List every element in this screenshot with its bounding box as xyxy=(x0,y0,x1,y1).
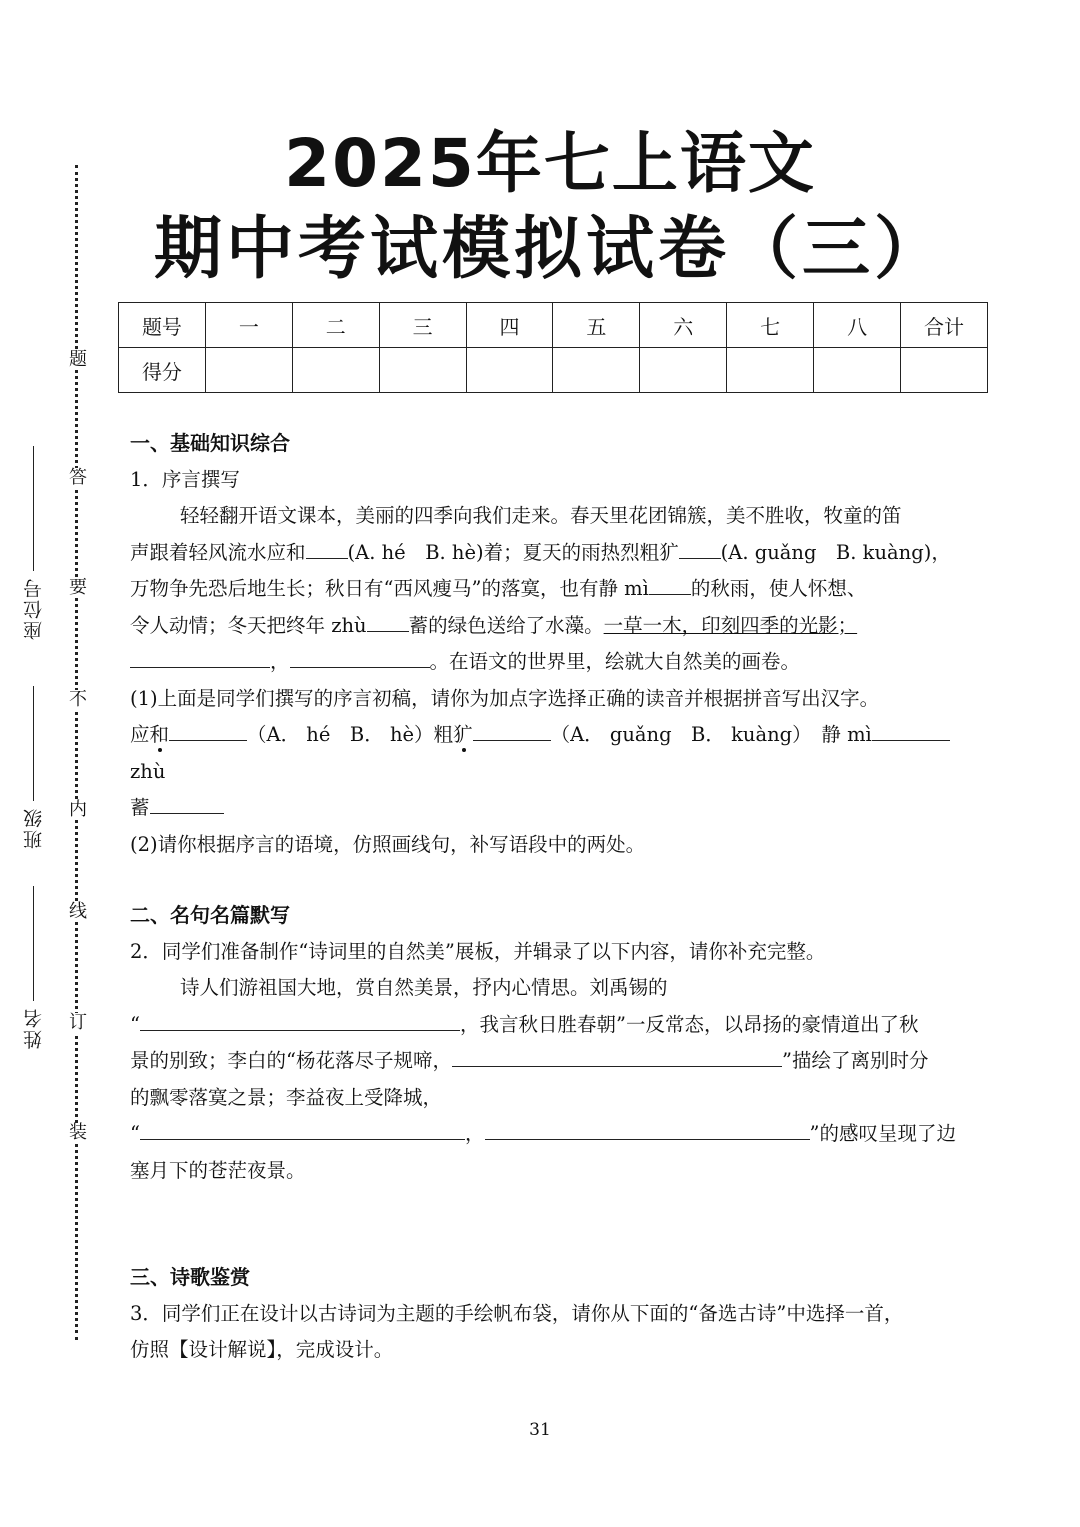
text: 景的别致；李白的“杨花落尽子规啼， xyxy=(130,1049,452,1072)
binding-char: 线 xyxy=(69,901,87,922)
score-cell[interactable] xyxy=(292,348,379,393)
exam-content xyxy=(130,425,980,1369)
q2-line-3 xyxy=(130,1043,980,1080)
table-cell: 五 xyxy=(553,303,640,348)
answer-blank[interactable] xyxy=(169,718,247,741)
answer-blank[interactable] xyxy=(140,1117,465,1140)
score-table-header-row xyxy=(119,303,988,348)
text: 应 xyxy=(130,723,150,746)
score-cell[interactable] xyxy=(814,348,901,393)
text: (A. hé B. hè)着；夏天的雨热烈粗犷 xyxy=(347,540,679,564)
text: “ xyxy=(130,1122,140,1145)
answer-blank[interactable] xyxy=(140,1008,460,1031)
text: ， xyxy=(464,1122,485,1145)
preface-line-3 xyxy=(130,571,980,608)
table-cell: 题号 xyxy=(119,303,206,348)
sub-question-2: (2)请你根据序言的语境，仿照画线句，补写语段中的两处。 xyxy=(130,832,646,856)
binding-char: 不 xyxy=(69,689,87,710)
text: 。在语文的世界里，绘就大自然美的画卷。 xyxy=(429,650,801,673)
name-label: 姓名 xyxy=(22,1007,45,1049)
preface-line-1: 轻轻翻开语文课本，美丽的四季向我们走来。春天里花团锦簇，美不胜收，牧童的笛 xyxy=(180,504,902,527)
text: （A． hé B． hè）粗 xyxy=(247,723,454,746)
preface-line-2 xyxy=(130,535,980,572)
text: 声跟着轻风流水应和 xyxy=(130,540,306,564)
score-cell[interactable] xyxy=(205,348,292,393)
answer-blank[interactable] xyxy=(679,536,721,559)
sub-question-1-answers xyxy=(130,717,980,790)
exam-title-line2: 期中考试模拟试卷（三） xyxy=(153,210,946,289)
table-cell: 得分 xyxy=(119,348,206,393)
answer-blank[interactable] xyxy=(872,718,950,741)
text: 蓄的绿色送给了水藻。 xyxy=(408,613,604,637)
question2-prompt: 2．同学们准备制作“诗词里的自然美”展板，并辑录了以下内容，请你补充完整。 xyxy=(130,939,826,963)
table-cell: 一 xyxy=(205,303,292,348)
class-field xyxy=(18,680,48,849)
page-number: 31 xyxy=(529,1420,551,1440)
text: ，我言秋日胜春朝”一反常态，以昂扬的豪情道出了秋 xyxy=(459,1012,919,1036)
text: zhù xyxy=(130,759,166,783)
question1-title: 1．序言撰写 xyxy=(130,467,240,491)
text: ”的感叹呈现了边 xyxy=(809,1122,956,1145)
score-cell[interactable] xyxy=(553,348,640,393)
sub-question-1: (1)上面是同学们撰写的序言初稿，请你为加点字选择正确的读音并根据拼音写出汉字。 xyxy=(130,686,880,710)
q2-line-2 xyxy=(130,1007,980,1044)
binding-char: 要 xyxy=(69,577,87,598)
score-cell[interactable] xyxy=(466,348,553,393)
class-label: 班级 xyxy=(22,807,45,849)
score-cell[interactable] xyxy=(727,348,814,393)
table-cell: 二 xyxy=(292,303,379,348)
answer-blank[interactable] xyxy=(649,572,691,595)
table-cell: 八 xyxy=(814,303,901,348)
section2-heading: 二、名句名篇默写 xyxy=(130,903,290,927)
answer-blank[interactable] xyxy=(473,718,551,741)
table-cell: 四 xyxy=(466,303,553,348)
text: （A． guǎng B． kuàng） 静 mì xyxy=(550,723,872,746)
answer-blank[interactable] xyxy=(367,609,409,632)
text: 令人动情；冬天把终年 zhù xyxy=(130,613,367,637)
preface-line-4 xyxy=(130,608,980,645)
question3-line-2: 仿照【设计解说】，完成设计。 xyxy=(130,1338,394,1361)
text: (A. guǎng B. kuàng)， xyxy=(720,540,951,564)
binding-char: 内 xyxy=(69,799,87,820)
q2-line-6: 塞月下的苍茫夜景。 xyxy=(130,1158,306,1182)
section3-heading: 三、诗歌鉴赏 xyxy=(130,1265,250,1289)
seat-number-line xyxy=(33,446,34,571)
binding-char: 答 xyxy=(69,467,87,488)
answer-blank[interactable] xyxy=(485,1117,810,1140)
answer-blank[interactable] xyxy=(150,791,224,814)
text: “ xyxy=(130,1012,140,1036)
binding-char: 装 xyxy=(69,1122,87,1143)
preface-line-5 xyxy=(130,644,980,681)
section1-heading: 一、基础知识综合 xyxy=(130,431,290,455)
table-cell: 三 xyxy=(379,303,466,348)
answer-blank[interactable] xyxy=(130,645,270,668)
score-cell[interactable] xyxy=(640,348,727,393)
binding-char: 订 xyxy=(69,1012,87,1033)
sub-question-1-answers-cont xyxy=(130,790,980,827)
answer-blank[interactable] xyxy=(452,1044,782,1067)
class-line xyxy=(33,686,34,801)
text: 蓄 xyxy=(130,796,150,819)
dotted-char: 和 xyxy=(149,723,170,746)
dotted-char: 犷 xyxy=(453,723,473,746)
text: ”描绘了离别时分 xyxy=(781,1049,929,1072)
text: ， xyxy=(270,650,290,673)
score-cell[interactable] xyxy=(901,348,988,393)
seat-number-label: 座位号 xyxy=(22,577,45,640)
q2-line-1: 诗人们游祖国大地，赏自然美景，抒内心情思。刘禹锡的 xyxy=(180,976,668,999)
answer-blank[interactable] xyxy=(306,536,348,559)
question3-line-1: 3．同学们正在设计以古诗词为主题的手绘帆布袋，请你从下面的“备选古诗”中选择一首， xyxy=(130,1301,904,1325)
exam-title-line1: 2025年七上语文 xyxy=(284,125,816,202)
q2-line-4: 的飘零落寞之景；李益夜上受降城， xyxy=(130,1085,443,1109)
name-field xyxy=(18,880,48,1049)
score-cell[interactable] xyxy=(379,348,466,393)
q2-line-5 xyxy=(130,1116,980,1153)
name-line xyxy=(33,886,34,1001)
text: 万物争先恐后地生长；秋日有“西风瘦马”的落寞，也有静 mì xyxy=(130,577,649,600)
binding-dotted-line xyxy=(75,165,78,1340)
text: 的秋雨，使人怀想、 xyxy=(690,577,867,600)
table-cell: 六 xyxy=(640,303,727,348)
binding-char: 题 xyxy=(69,349,87,370)
answer-blank[interactable] xyxy=(290,645,430,668)
score-table xyxy=(118,302,988,393)
seat-number-field xyxy=(18,440,48,640)
table-cell: 合计 xyxy=(901,303,988,348)
score-table-score-row xyxy=(119,348,988,393)
table-cell: 七 xyxy=(727,303,814,348)
underlined-sentence: 一草一木，印刻四季的光影； xyxy=(603,613,858,637)
